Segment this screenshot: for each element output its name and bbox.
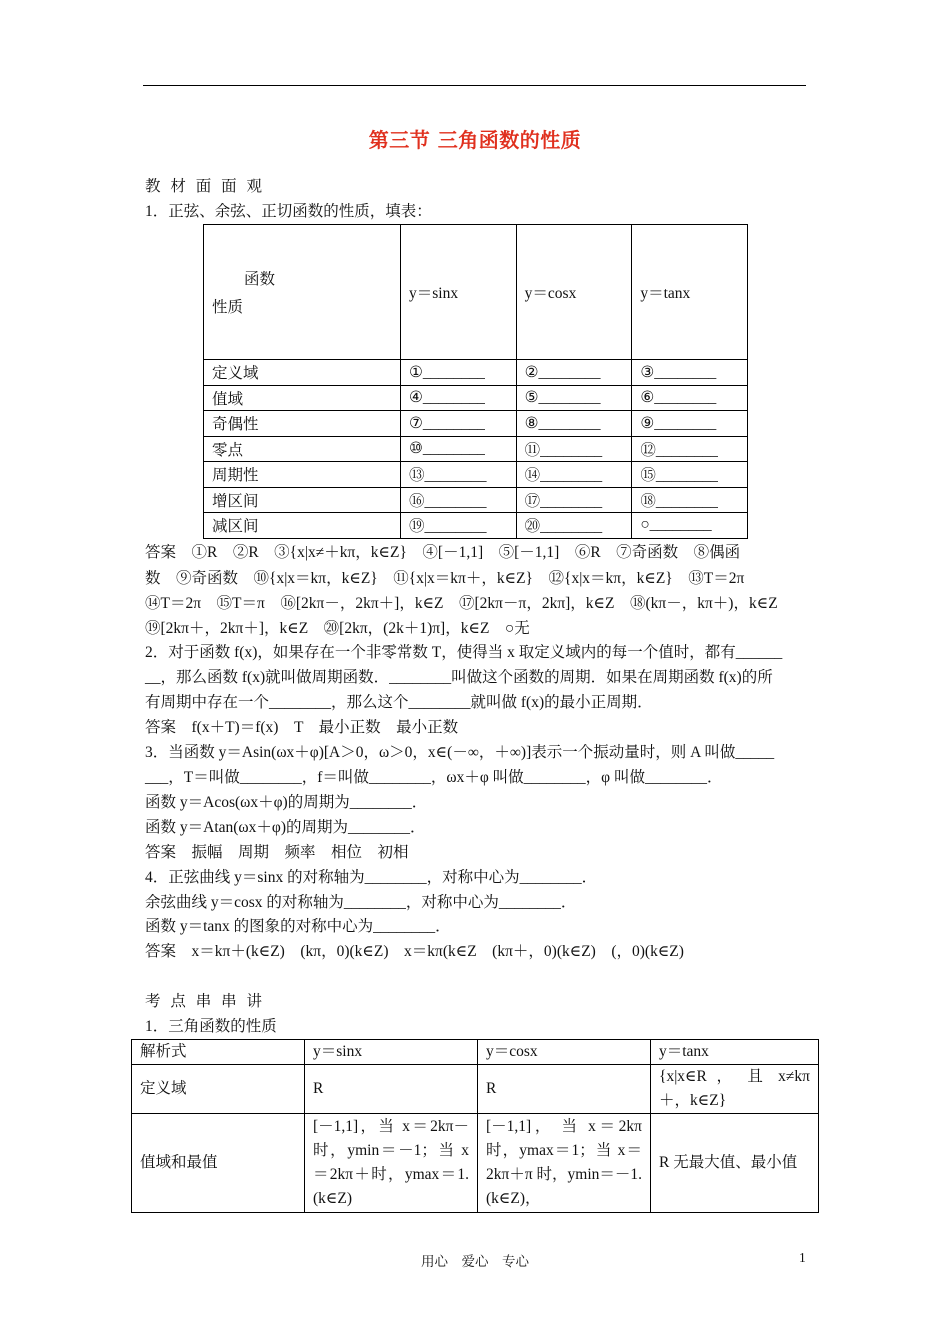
blank-cell: ⑥________	[632, 385, 748, 411]
table-header-row	[204, 225, 748, 360]
blank-cell: ⑱________	[632, 487, 748, 513]
table-row	[204, 385, 748, 411]
blank-cell: ⑯________	[401, 487, 517, 513]
row-label: 定义域	[204, 360, 401, 386]
row-label: 增区间	[204, 487, 401, 513]
blank-cell: ⑦________	[401, 411, 517, 437]
blank-cell: ⑳________	[516, 513, 632, 539]
blank-cell: ⑭________	[516, 462, 632, 488]
page-title: 第三节 三角函数的性质	[368, 128, 582, 152]
header-prop: 性质	[212, 299, 244, 316]
table-row	[204, 513, 748, 539]
blank-cell: ⑫________	[632, 436, 748, 462]
question-2-line: 2．对于函数 f(x)，如果存在一个非零常数 T，使得当 x 取定义域内的每一个值时，都有______	[145, 644, 783, 661]
blank-cell: ⑧________	[516, 411, 632, 437]
question-3-line: 函数 y＝Acos(ωx＋φ)的周期为________．	[145, 794, 428, 811]
header-cell: y＝tanx	[651, 1040, 819, 1065]
diagonal-header-cell	[204, 225, 401, 360]
answer-1-line: ⑲[2kπ＋，2kπ＋]，k∈Z ⑳[2kπ，(2k＋1)π]，k∈Z ○无	[145, 620, 530, 637]
row-label: 定义域	[132, 1065, 305, 1114]
row-label: 减区间	[204, 513, 401, 539]
answer-2: 答案 f(x＋T)＝f(x) T 最小正数 最小正数	[145, 719, 459, 736]
properties-table	[131, 1039, 819, 1213]
blank-cell: ⑩________	[401, 436, 517, 462]
answer-1-line: ⑭T＝2π ⑮T＝π ⑯[2kπ－，2kπ＋]，k∈Z ⑰[2kπ－π，2kπ]，k∈Z ⑱(kπ－，kπ＋)，k∈Z	[145, 595, 778, 612]
col-header: y＝cosx	[516, 225, 632, 360]
blank-cell: ⑤________	[516, 385, 632, 411]
section-item: 1．三角函数的性质	[145, 1018, 277, 1035]
blank-cell: ⑨________	[632, 411, 748, 437]
question-2-line: 有周期中存在一个________，那么这个________就叫做 f(x)的最小正周期．	[145, 694, 653, 711]
blank-cell: ⑮________	[632, 462, 748, 488]
col-header: y＝sinx	[401, 225, 517, 360]
answer-1-line: 数 ⑨奇函数 ⑩{x|x＝kπ，k∈Z} ⑪{x|x＝kπ＋，k∈Z} ⑫{x|x＝kπ，k∈Z} ⑬T＝2π	[145, 570, 745, 587]
properties-fill-table	[203, 224, 748, 539]
table-row	[132, 1065, 819, 1114]
question-4-line: 余弦曲线 y＝cosx 的对称轴为________，对称中心为________．	[145, 894, 577, 911]
table-cell: R	[305, 1065, 478, 1114]
table-row	[204, 411, 748, 437]
blank-cell: ③________	[632, 360, 748, 386]
section-heading: 教 材 面 面 观	[145, 178, 266, 195]
page-number: 1	[799, 1250, 806, 1265]
row-label: 值域	[204, 385, 401, 411]
question-3-line: 3．当函数 y＝Asin(ωx＋φ)[A＞0，ω＞0，x∈(－∞，＋∞)]表示一个振动量时，则 A 叫做_____	[145, 744, 775, 761]
question-4-line: 函数 y＝tanx 的图象的对称中心为________．	[145, 918, 451, 935]
table-row	[132, 1114, 819, 1213]
blank-cell: ⑬________	[401, 462, 517, 488]
question-1: 1．正弦、余弦、正切函数的性质，填表：	[145, 203, 432, 220]
row-label: 周期性	[204, 462, 401, 488]
table-row	[204, 487, 748, 513]
blank-cell: ②________	[516, 360, 632, 386]
answer-1-line: 答案 ①R ②R ③{x|x≠＋kπ，k∈Z} ④[－1,1] ⑤[－1,1] ⑥R ⑦奇函数 ⑧偶函	[145, 544, 741, 561]
table-cell: R 无最大值、最小值	[651, 1114, 819, 1213]
table-header-row	[132, 1040, 819, 1065]
blank-cell: ⑰________	[516, 487, 632, 513]
blank-cell: ⑲________	[401, 513, 517, 539]
blank-cell: ④________	[401, 385, 517, 411]
table-cell: [－1,1]， 当 x＝2kπ时，ymax＝1；当 x＝2kπ＋π 时，ymin＝－1.(k∈Z)，	[478, 1114, 651, 1213]
table-row	[204, 462, 748, 488]
question-3-line: 函数 y＝Atan(ωx＋φ)的周期为________．	[145, 819, 426, 836]
row-label: 值域和最值	[132, 1114, 305, 1213]
header-cell: y＝sinx	[305, 1040, 478, 1065]
blank-cell: ①________	[401, 360, 517, 386]
question-4-line: 4．正弦曲线 y＝sinx 的对称轴为________，对称中心为________．	[145, 869, 598, 886]
header-func: 函数	[244, 271, 276, 288]
table-cell: {x|x∈R ， 且 x≠kπ＋，k∈Z}	[651, 1065, 819, 1114]
answer-3: 答案 振幅 周期 频率 相位 初相	[145, 844, 409, 861]
section-heading: 考 点 串 串 讲	[145, 993, 266, 1010]
table-cell: [－1,1]，当 x＝2kπ－时，ymin＝－1；当 x＝2kπ＋时，ymax＝1.(k∈Z)	[305, 1114, 478, 1213]
header-cell: 解析式	[132, 1040, 305, 1065]
answer-4: 答案 x＝kπ＋(k∈Z) (kπ，0)(k∈Z) x＝kπ(k∈Z (kπ＋，0)(k∈Z) (，0)(k∈Z)	[145, 943, 684, 960]
table-row	[204, 360, 748, 386]
question-3-line: ___，T＝叫做________，f＝叫做________，ωx＋φ 叫做________，φ 叫做________．	[145, 769, 723, 786]
blank-cell: ○________	[632, 513, 748, 539]
page-footer: 用心 爱心 专心	[421, 1254, 529, 1269]
row-label: 奇偶性	[204, 411, 401, 437]
row-label: 零点	[204, 436, 401, 462]
table-cell: R	[478, 1065, 651, 1114]
blank-cell: ⑪________	[516, 436, 632, 462]
question-2-line: __，那么函数 f(x)就叫做周期函数．________叫做这个函数的周期．如果在周期函数 f(x)的所	[145, 669, 773, 686]
header-cell: y＝cosx	[478, 1040, 651, 1065]
table-row	[204, 436, 748, 462]
header-rule	[143, 85, 806, 86]
col-header: y＝tanx	[632, 225, 748, 360]
